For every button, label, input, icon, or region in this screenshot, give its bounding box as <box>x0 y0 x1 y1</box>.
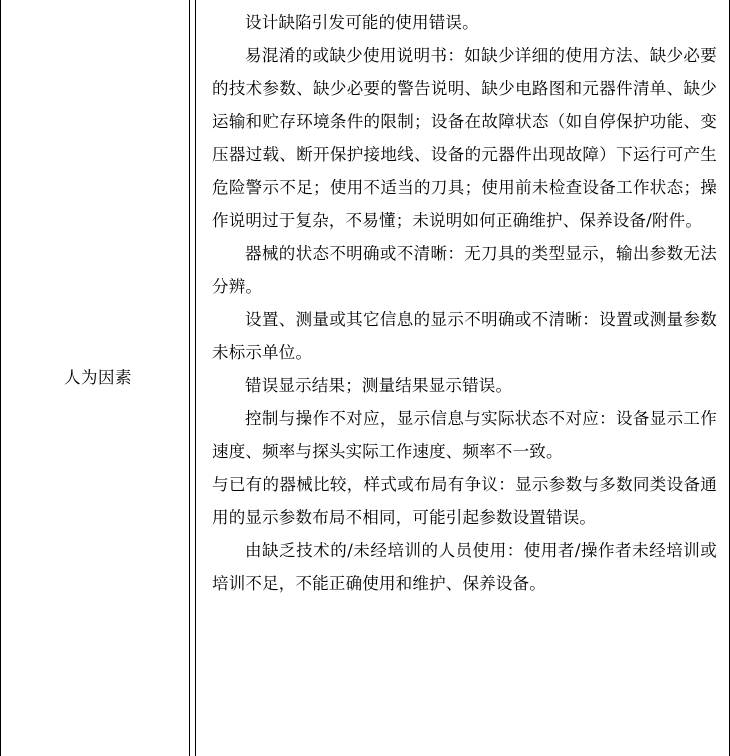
table-cell-description <box>196 0 730 756</box>
paragraph: 易混淆的或缺少使用说明书：如缺少详细的使用方法、缺少必要的技术参数、缺少必要的警告说明、缺少电路图和元器件清单、缺少运输和贮存环境条件的限制；设备在故障状态（如自停保护功能、变压器过载、断开保护接地线、设备的元器件出现故障）下运行可产生危险警示不足；使用不适当的刀具；使用前未检查设备工作状态；操作说明过于复杂，不易懂；未说明如何正确维护、保养设备/附件。 <box>212 46 717 230</box>
table-vertical-rule <box>189 0 195 756</box>
paragraph: 设置、测量或其它信息的显示不明确或不清晰：设置或测量参数未标示单位。 <box>212 310 717 362</box>
paragraph: 错误显示结果；测量结果显示错误。 <box>245 376 513 395</box>
table-cell-category <box>0 0 196 756</box>
paragraph: 与已有的器械比较，样式或布局有争议：显示参数与多数同类设备通用的显示参数布局不相同，可能引起参数设置错误。 <box>212 475 717 527</box>
paragraph: 器械的状态不明确或不清晰：无刀具的类型显示，输出参数无法分辨。 <box>212 244 717 296</box>
paragraph: 由缺乏技术的/未经培训的人员使用：使用者/操作者未经培训或培训不足，不能正确使用和维护、保养设备。 <box>212 541 717 593</box>
paragraph: 设计缺陷引发可能的使用错误。 <box>245 13 479 32</box>
category-label: 人为因素 <box>64 368 132 388</box>
paragraph: 控制与操作不对应，显示信息与实际状态不对应：设备显示工作速度、频率与探头实际工作速度、频率不一致。 <box>212 409 717 461</box>
